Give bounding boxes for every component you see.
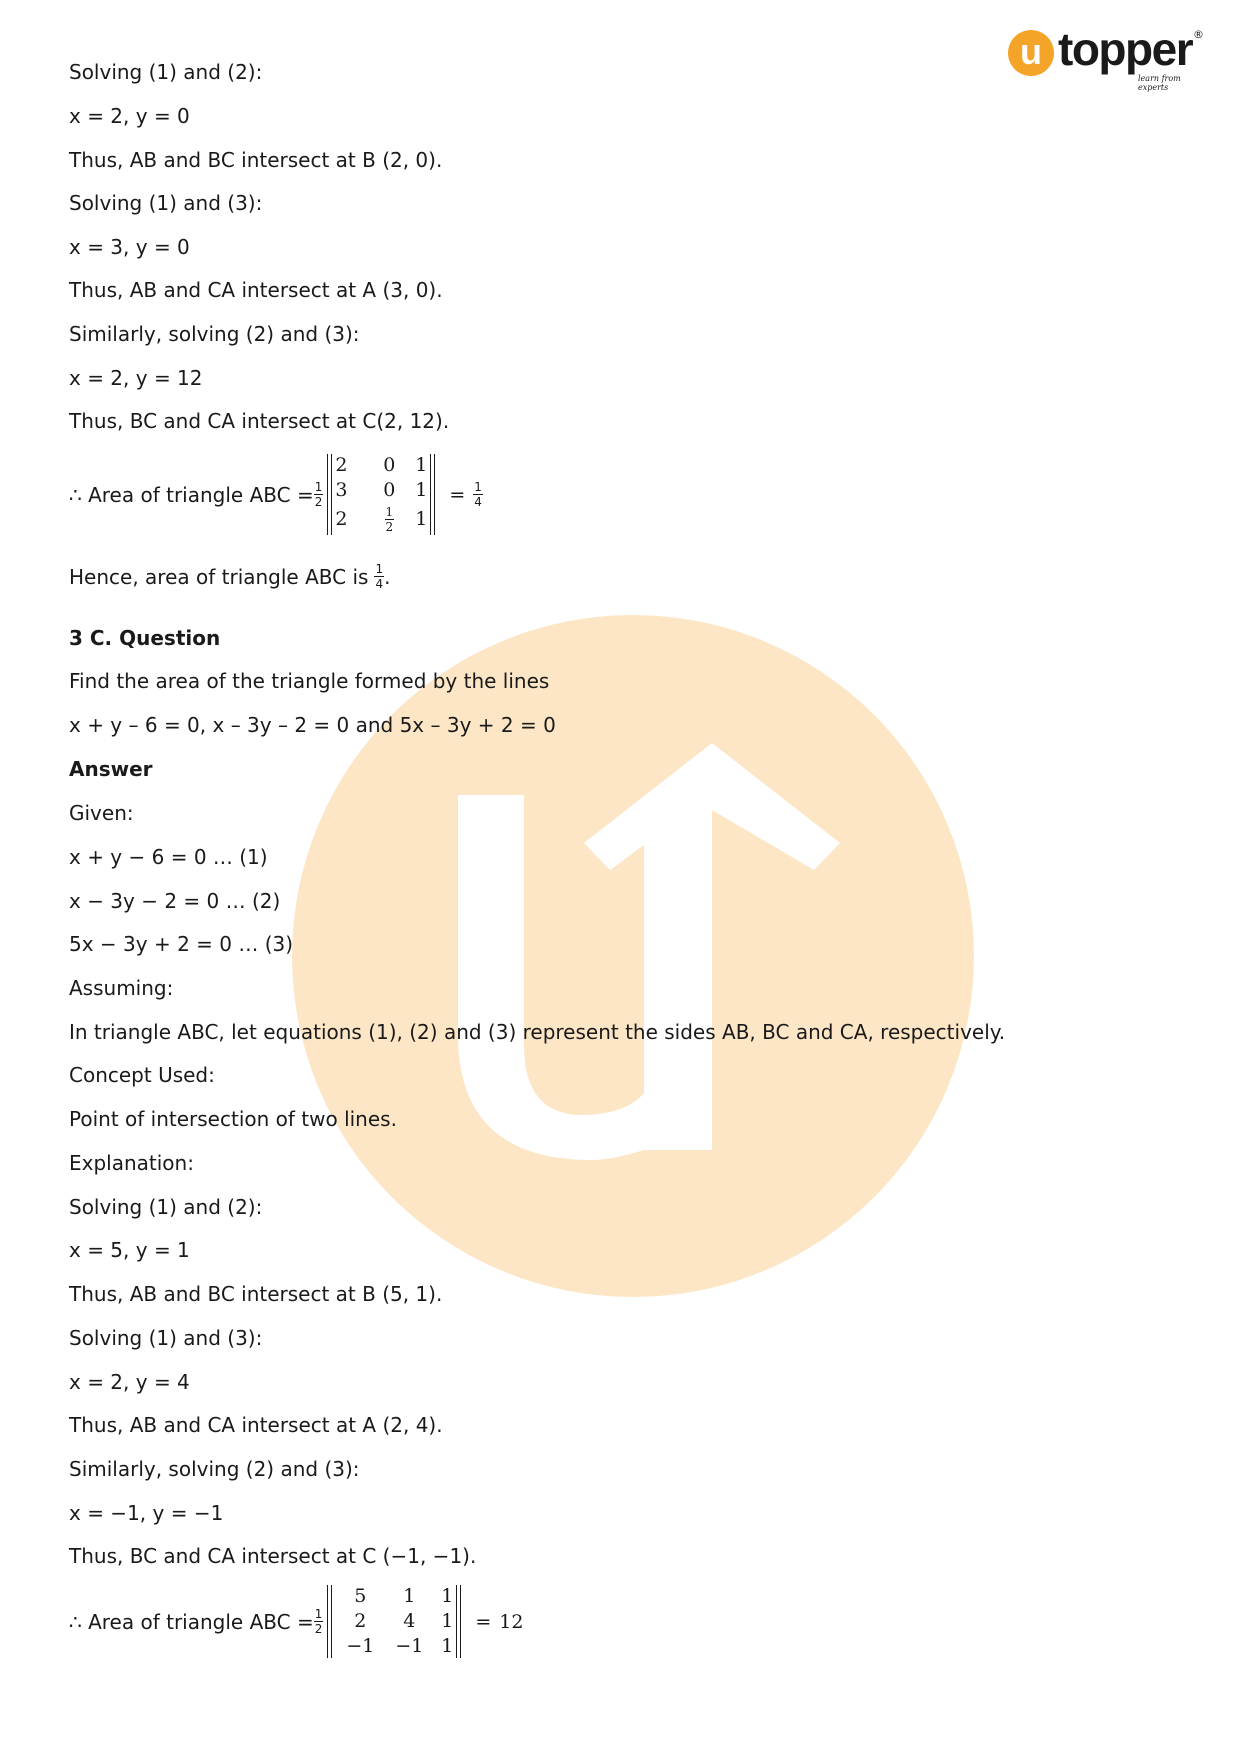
- question-title: 3 C. Question: [69, 626, 221, 650]
- area-prefix: ∴ Area of triangle ABC =: [69, 482, 314, 507]
- text-line: Solving (1) and (3):: [69, 191, 263, 215]
- equation-2: x − 3y − 2 = 0 … (2): [69, 889, 281, 913]
- det-cell: 2: [335, 454, 348, 476]
- text-line: Thus, AB and CA intersect at A (3, 0).: [69, 278, 443, 302]
- text-line: Point of intersection of two lines.: [69, 1107, 397, 1131]
- text-line: Similarly, solving (2) and (3):: [69, 322, 360, 346]
- half-fraction: $\frac{1}{2}$: [314, 1607, 323, 1636]
- text-line: Thus, BC and CA intersect at C (−1, −1).: [69, 1544, 477, 1568]
- det-cell: 4: [403, 1610, 416, 1632]
- text-line: x = 2, y = 4: [69, 1370, 190, 1394]
- det-cell: 1: [441, 1635, 454, 1657]
- text-line: Assuming:: [69, 976, 174, 1000]
- text-line: x = 5, y = 1: [69, 1238, 190, 1262]
- text-line: In triangle ABC, let equations (1), (2) and (3) represent the sides AB, BC and CA, respectively.: [69, 1020, 1006, 1044]
- text-line: Thus, AB and BC intersect at B (5, 1).: [69, 1282, 443, 1306]
- text-line: Given:: [69, 801, 134, 825]
- det-cell: 2: [335, 508, 348, 530]
- text-line: Thus, AB and CA intersect at A (2, 4).: [69, 1413, 443, 1437]
- logo-registered-mark: ®: [1193, 28, 1204, 41]
- det-cell: 1: [441, 1585, 454, 1607]
- det-cell: 1: [415, 508, 428, 530]
- determinant-2: [327, 1587, 461, 1656]
- logo-tagline: learn from experts: [1138, 74, 1181, 92]
- question-equations: x + y – 6 = 0, x – 3y – 2 = 0 and 5x – 3y + 2 = 0: [69, 713, 556, 737]
- equation-3: 5x − 3y + 2 = 0 … (3): [69, 932, 294, 956]
- logo-badge-icon: u: [1008, 30, 1054, 76]
- equals-sign: =: [449, 483, 466, 506]
- text-line: Explanation:: [69, 1151, 194, 1175]
- text-line: Thus, BC and CA intersect at C(2, 12).: [69, 409, 450, 433]
- determinant-1: [327, 456, 435, 533]
- det-cell: 2: [354, 1610, 367, 1632]
- det-cell: 1: [415, 454, 428, 476]
- half-fraction: $\frac{1}{2}$: [314, 480, 323, 509]
- det-cell: 1: [441, 1610, 454, 1632]
- text-line: x = −1, y = −1: [69, 1501, 224, 1525]
- area-formula-2: [69, 1587, 523, 1656]
- result-value: 12: [499, 1610, 524, 1633]
- text-line: Solving (1) and (2):: [69, 60, 263, 84]
- text-line: x = 2, y = 0: [69, 104, 190, 128]
- text-line: x = 2, y = 12: [69, 366, 203, 390]
- area-formula-1: [69, 456, 483, 533]
- det-cell: −1: [395, 1635, 424, 1657]
- det-cell-fraction: $\frac{1}{2}$: [385, 505, 394, 534]
- det-cell: −1: [346, 1635, 375, 1657]
- equation-1: x + y − 6 = 0 … (1): [69, 845, 268, 869]
- det-cell: 3: [335, 479, 348, 501]
- text-line: Thus, AB and BC intersect at B (2, 0).: [69, 148, 443, 172]
- equals-sign: =: [475, 1610, 492, 1633]
- result-fraction: $\frac{1}{4}$: [474, 480, 482, 509]
- det-cell: 5: [354, 1585, 367, 1607]
- brand-logo: [1008, 23, 1208, 92]
- answer-title: Answer: [69, 757, 153, 781]
- area-prefix: ∴ Area of triangle ABC =: [69, 1609, 314, 1634]
- hence-fraction: $\frac{1}{4}$: [375, 562, 384, 591]
- text-line: Solving (1) and (2):: [69, 1195, 263, 1219]
- text-line: x = 3, y = 0: [69, 235, 190, 259]
- text-line: Similarly, solving (2) and (3):: [69, 1457, 360, 1481]
- det-cell: 0: [383, 479, 396, 501]
- logo-name: topper: [1058, 23, 1193, 75]
- hence-line: Hence, area of triangle ABC is $\frac{1}{4}$ .: [69, 562, 391, 591]
- det-cell: 0: [383, 454, 396, 476]
- det-cell: 1: [403, 1585, 416, 1607]
- text-line: Concept Used:: [69, 1063, 215, 1087]
- question-text: Find the area of the triangle formed by the lines: [69, 669, 550, 693]
- det-cell: 1: [415, 479, 428, 501]
- hence-text: Hence, area of triangle ABC is: [69, 564, 369, 589]
- text-line: Solving (1) and (3):: [69, 1326, 263, 1350]
